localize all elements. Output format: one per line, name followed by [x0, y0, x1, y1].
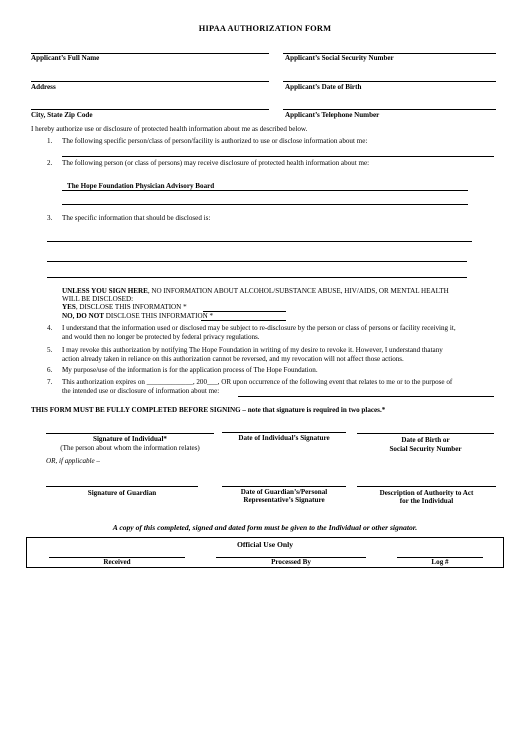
- dob-ssn-input[interactable]: [357, 422, 494, 432]
- guardian-signature-label: Signature of Guardian: [87, 489, 157, 497]
- recipient-line: [62, 190, 468, 191]
- item-7-event-input[interactable]: [238, 386, 494, 396]
- city-input[interactable]: [31, 98, 269, 108]
- copy-notice: A copy of this completed, signed and dated form must be given to the Individual or other signator.: [112, 523, 418, 532]
- item-3-line-3: [47, 277, 467, 278]
- completion-notice: THIS FORM MUST BE FULLY COMPLETED BEFORE SIGNING – note that signature is required in two places.*: [31, 406, 386, 414]
- item-6-text: My purpose/use of the information is for the application process of The Hope Foundation.: [62, 366, 318, 374]
- yes-bold: YES: [62, 303, 76, 311]
- item-1-line: [62, 156, 494, 157]
- guardian-signature-input[interactable]: [46, 475, 198, 485]
- intro-text: I hereby authorize use or disclosure of protected health information about me as described below.: [31, 125, 308, 133]
- processed-by-input[interactable]: [216, 547, 366, 557]
- item-1-text: The following specific person/class of person/facility is authorized to use or disclose information about me:: [62, 137, 368, 145]
- dob-ssn-label-1: Date of Birth or: [401, 436, 450, 444]
- no-signature-line: [201, 320, 286, 321]
- item-3-number: 3.: [47, 214, 53, 222]
- item-1-input[interactable]: [62, 146, 494, 156]
- recipient-name: The Hope Foundation Physician Advisory Board: [67, 182, 215, 190]
- official-use-heading: Official Use Only: [236, 540, 294, 549]
- item-3-line-1: [47, 241, 472, 242]
- ssn-label: Applicant’s Social Security Number: [285, 54, 394, 62]
- individual-signature-label: Signature of Individual*: [93, 435, 167, 443]
- item-7-number: 7.: [47, 378, 53, 386]
- item-2-extra-line: [62, 204, 468, 205]
- item-7-event-line: [238, 396, 494, 397]
- item-5-text-1: I may revoke this authorization by notifying The Hope Foundation in writing of my desire to revoke it. However, I understand thatany: [62, 346, 443, 354]
- dob-label: Applicant’s Date of Birth: [285, 83, 362, 91]
- city-label: City, State Zip Code: [31, 111, 93, 119]
- full-name-input[interactable]: [31, 42, 269, 52]
- ssn-input[interactable]: [283, 42, 496, 52]
- item-3-input-1[interactable]: [47, 230, 472, 240]
- dob-line: [283, 81, 496, 82]
- guardian-date-label-1: Date of Guardian’s/Personal: [240, 488, 328, 496]
- individual-signature-line: [46, 433, 214, 434]
- item-4-text-2: and would then no longer be protected by federal privacy regulations.: [62, 333, 260, 341]
- authority-label-1: Description of Authority to Act: [379, 489, 474, 497]
- phone-label: Applicant’s Telephone Number: [285, 111, 380, 119]
- guardian-date-label-2: Representative’s Signature: [243, 496, 325, 504]
- log-number-label: Log #: [431, 558, 449, 566]
- page-title: HIPAA AUTHORIZATION FORM: [198, 24, 332, 33]
- item-2-text: The following person (or class of persons) may receive disclosure of protected health information about me:: [62, 159, 370, 167]
- received-label: Received: [103, 558, 131, 566]
- item-1-number: 1.: [47, 137, 53, 145]
- dob-ssn-label-2: Social Security Number: [389, 445, 462, 453]
- no-option: [62, 312, 213, 321]
- dob-ssn-line: [357, 433, 494, 434]
- phone-input[interactable]: [283, 98, 496, 108]
- authority-line: [357, 486, 496, 487]
- authority-input[interactable]: [357, 475, 496, 485]
- individual-signature-sub: (The person about whom the information relates): [60, 444, 200, 452]
- item-7-text-1: This authorization expires on _____________, 200___, OR upon occurrence of the following event that relates to me or to the purpose of: [62, 378, 453, 386]
- item-4-text-1: I understand that the information used or disclosed may be subject to re-disclosure by the person or class of persons or facility receiving it,: [62, 324, 456, 332]
- item-2-extra-input[interactable]: [62, 193, 468, 203]
- guardian-date-line: [222, 486, 346, 487]
- yes-rest: , DISCLOSE THIS INFORMATION *: [75, 303, 187, 311]
- item-3-text: The specific information that should be disclosed is:: [62, 214, 211, 222]
- item-6-number: 6.: [47, 366, 53, 374]
- or-applicable: OR, if applicable –: [46, 457, 100, 465]
- address-line: [31, 81, 269, 82]
- item-3-line-2: [47, 261, 467, 262]
- full-name-label: Applicant’s Full Name: [31, 54, 100, 62]
- authority-label-2: for the Individual: [399, 497, 454, 505]
- individual-date-label: Date of Individual’s Signature: [238, 434, 330, 442]
- phone-line: [283, 109, 496, 110]
- item-5-number: 5.: [47, 346, 53, 354]
- unless-rest: , NO INFORMATION ABOUT ALCOHOL/SUBSTANCE ABUSE, HIV/AIDS, OR MENTAL HEALTH: [147, 287, 449, 295]
- unless-bold: UNLESS YOU SIGN HERE: [62, 287, 148, 295]
- unless-line-2: WILL BE DISCLOSED:: [62, 295, 134, 303]
- yes-option: [62, 303, 187, 312]
- dob-input[interactable]: [283, 70, 496, 80]
- log-number-input[interactable]: [397, 547, 483, 557]
- individual-signature-input[interactable]: [46, 422, 214, 432]
- received-input[interactable]: [49, 547, 185, 557]
- no-bold: NO, DO NOT: [62, 312, 104, 320]
- city-line: [31, 109, 269, 110]
- item-3-input-2[interactable]: [47, 250, 467, 260]
- item-2-number: 2.: [47, 159, 53, 167]
- individual-date-input[interactable]: [222, 421, 346, 431]
- no-signature-input[interactable]: [201, 310, 286, 320]
- individual-date-line: [222, 432, 346, 433]
- guardian-signature-line: [46, 486, 198, 487]
- no-rest: DISCLOSE THIS INFORMATION *: [103, 312, 214, 320]
- address-input[interactable]: [31, 70, 269, 80]
- item-4-number: 4.: [47, 324, 53, 332]
- item-3-input-3[interactable]: [47, 266, 467, 276]
- item-7-text-2: the intended use or disclosure of information about me:: [62, 387, 220, 395]
- guardian-date-input[interactable]: [222, 475, 346, 485]
- item-5-text-2: action already taken in reliance on this authorization cannot be reversed, and my revocation will not affect those actions.: [62, 355, 404, 363]
- address-label: Address: [31, 83, 56, 91]
- processed-by-label: Processed By: [271, 558, 311, 566]
